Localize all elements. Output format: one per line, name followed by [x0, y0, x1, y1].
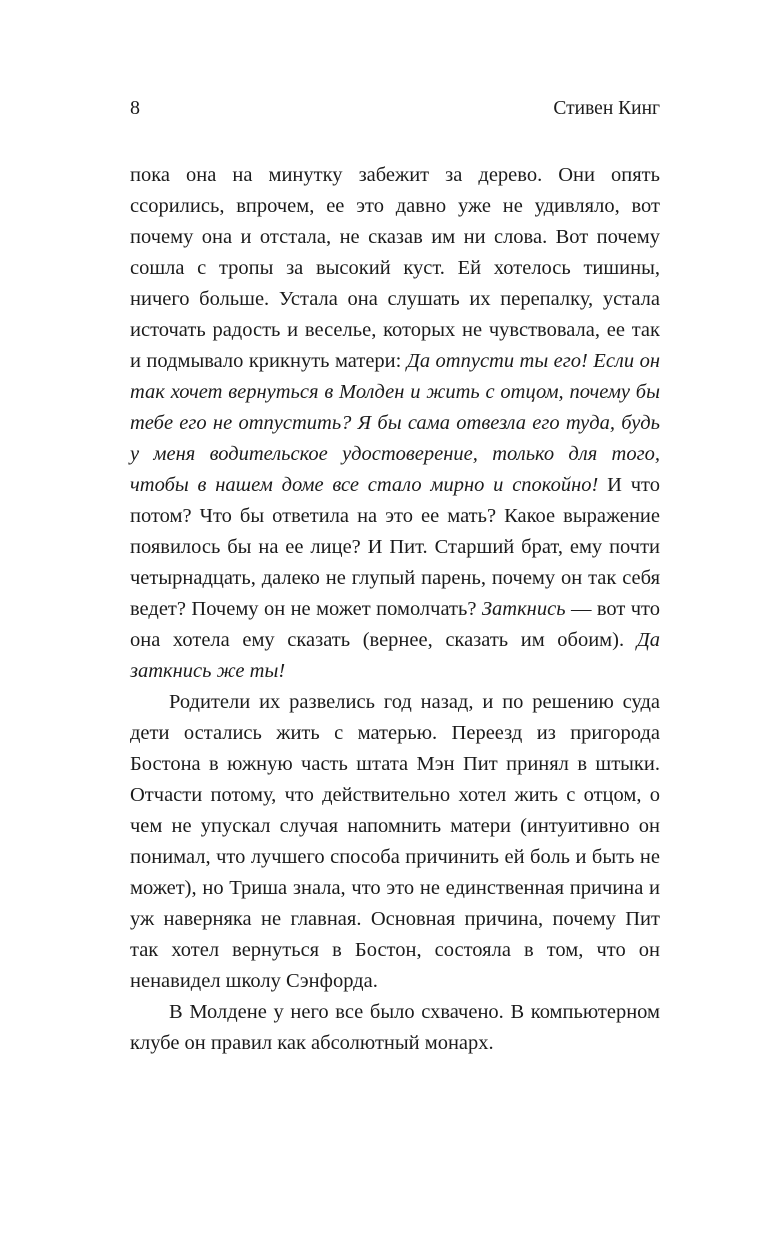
italic-text-segment: Да отпусти ты его! Если он так хочет вернуться в Молден и жить с отцом, почему бы тебе его не отпустить? Я бы сама отвезла его туда, будь у меня водительское удостоверение, только для того, чтобы в нашем доме все стало мирно и спокойно!	[130, 350, 660, 496]
running-header	[130, 96, 660, 121]
body-text-segment: И что потом? Что бы ответила на это ее мать? Какое выражение появилось бы на ее лице? И Пит. Старший брат, ему почти четырнадцать, далеко не глупый парень, почему он так себя ведет? Почему он не может помолчать?	[130, 474, 660, 620]
page-body	[130, 160, 660, 1059]
page-number: 8	[130, 97, 140, 119]
body-text-segment: В Молдене у него все было схвачено. В компьютерном клубе он правил как абсолютный монарх.	[130, 1001, 660, 1054]
paragraph	[130, 997, 660, 1059]
paragraph	[130, 687, 660, 997]
body-text-segment: Родители их развелись год назад, и по решению суда дети остались жить с матерью. Переезд из пригорода Бостона в южную часть штата Мэн Пит принял в штыки. Отчасти потому, что действительно хотел жить с отцом, о чем не упускал случая напомнить матери (интуитивно он понимал, что лучшего способа причинить ей боль и быть не может), но Триша знала, что это не единственная причина и уж наверняка не главная. Основная причина, почему Пит так хотел вернуться в Бостон, состояла в том, что он ненавидел школу Сэнфорда.	[130, 691, 660, 992]
paragraph	[130, 160, 660, 687]
body-text-segment: пока она на минутку забежит за дерево. Они опять ссорились, впрочем, ее это давно уже не удивляло, вот почему она и отстала, не сказав им ни слова. Вот почему сошла с тропы за высокий куст. Ей хотелось тишины, ничего больше. Устала она слушать их перепалку, устала источать радость и веселье, которых не чувствовала, ее так и подмывало крикнуть матери:	[130, 164, 660, 372]
italic-text-segment: Да заткнись же ты!	[130, 629, 660, 682]
running-title: Стивен Кинг	[553, 98, 660, 119]
italic-text-segment: Заткнись	[481, 598, 566, 620]
body-text-segment: — вот что она хотела ему сказать (вернее, сказать им обоим).	[130, 598, 660, 651]
